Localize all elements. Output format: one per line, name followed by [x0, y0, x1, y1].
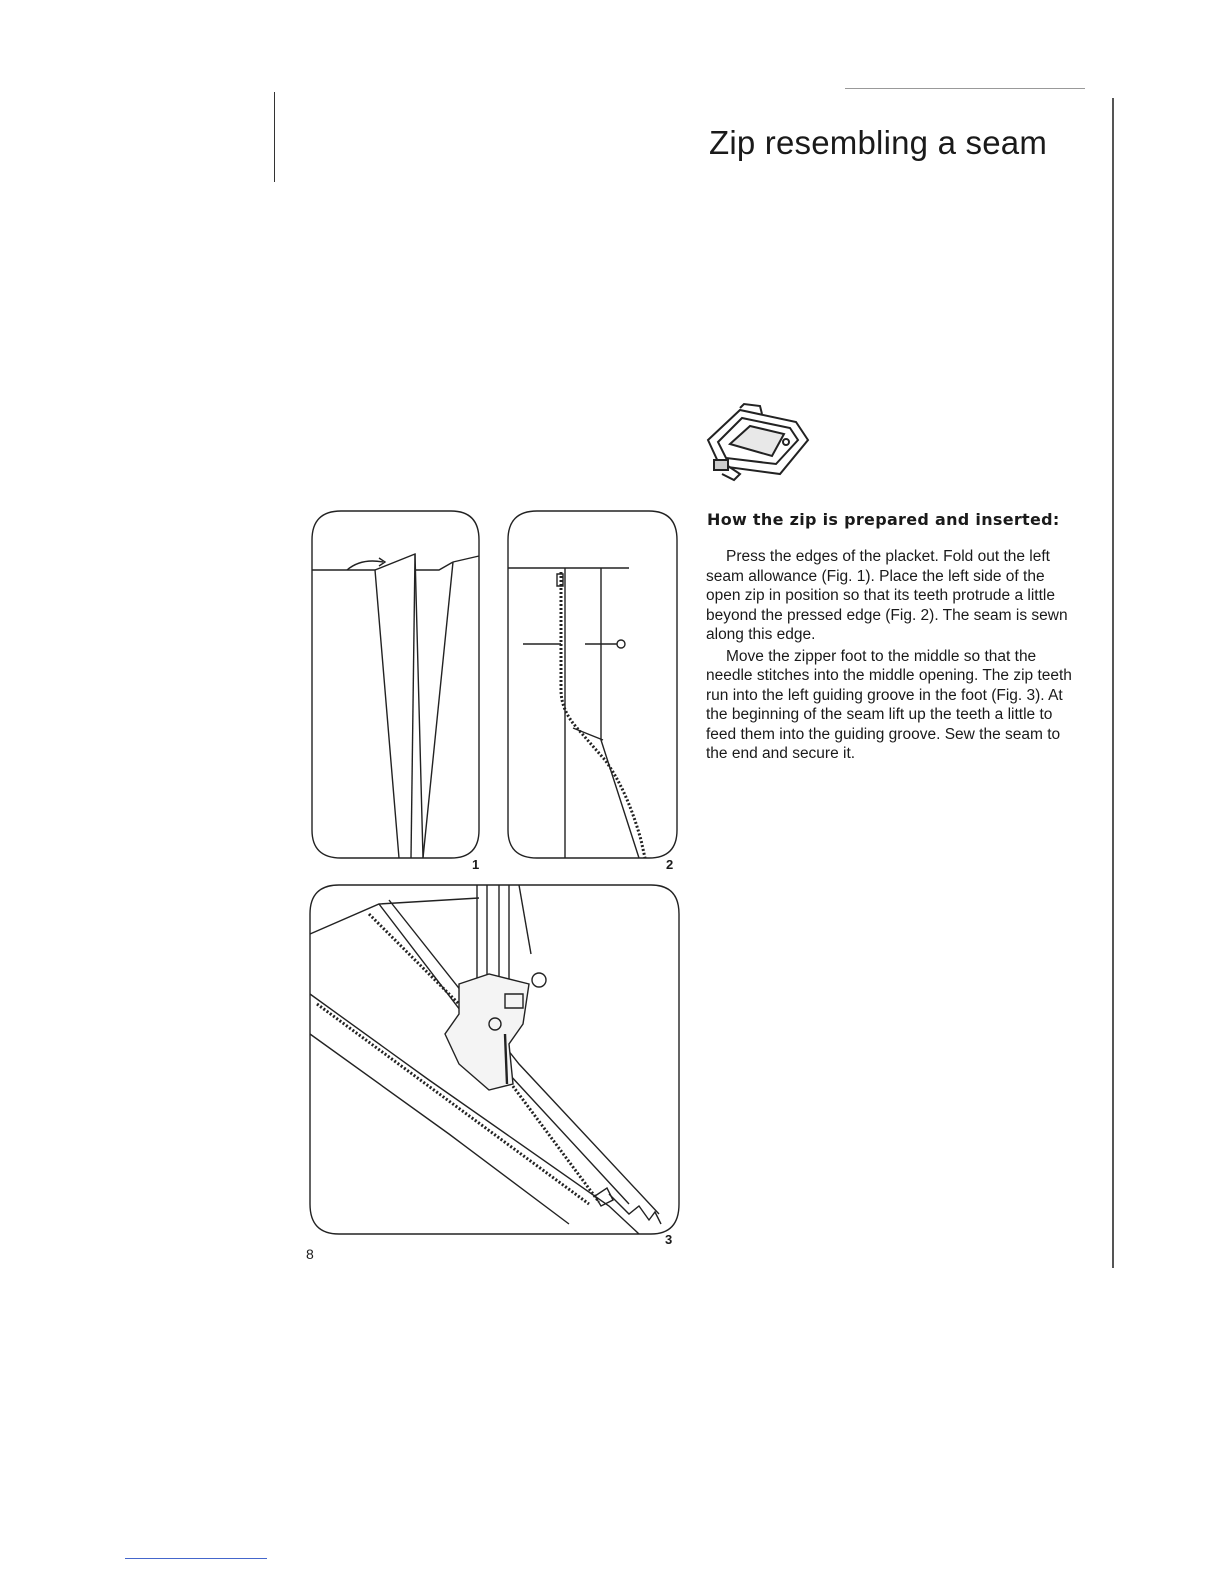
section-heading: How the zip is prepared and inserted:	[707, 510, 1060, 529]
figure-3-illustration	[309, 884, 681, 1236]
paragraph-1: Press the edges of the placket. Fold out the left seam allowance (Fig. 1). Place the left side of the open zip in position so that its teeth protrude a little beyond the pressed edge (Fig. 2). The seam is sewn along this edge.	[706, 548, 1068, 643]
figure-3-label: 3	[665, 1232, 673, 1247]
figure-2-illustration	[507, 510, 679, 860]
scan-top-rule	[845, 88, 1085, 89]
page-title: Zip resembling a seam	[709, 124, 1048, 161]
figure-1-label: 1	[472, 857, 480, 872]
instruction-text	[706, 547, 1078, 766]
zipper-foot-icon	[700, 404, 810, 484]
scan-edge-left	[274, 92, 275, 182]
figure-1-illustration	[311, 510, 481, 860]
scan-bottom-rule	[125, 1558, 267, 1559]
scan-edge-right	[1112, 98, 1114, 1268]
paragraph-2: Move the zipper foot to the middle so that the needle stitches into the middle opening. The zip teeth run into the left guiding groove in the foot (Fig. 3). At the beginning of the seam lift up the teeth a little to feed them into the guiding groove. Sew the seam to the end and secure it.	[706, 647, 1072, 762]
figure-2-label: 2	[666, 857, 674, 872]
page-number: 8	[306, 1246, 314, 1262]
